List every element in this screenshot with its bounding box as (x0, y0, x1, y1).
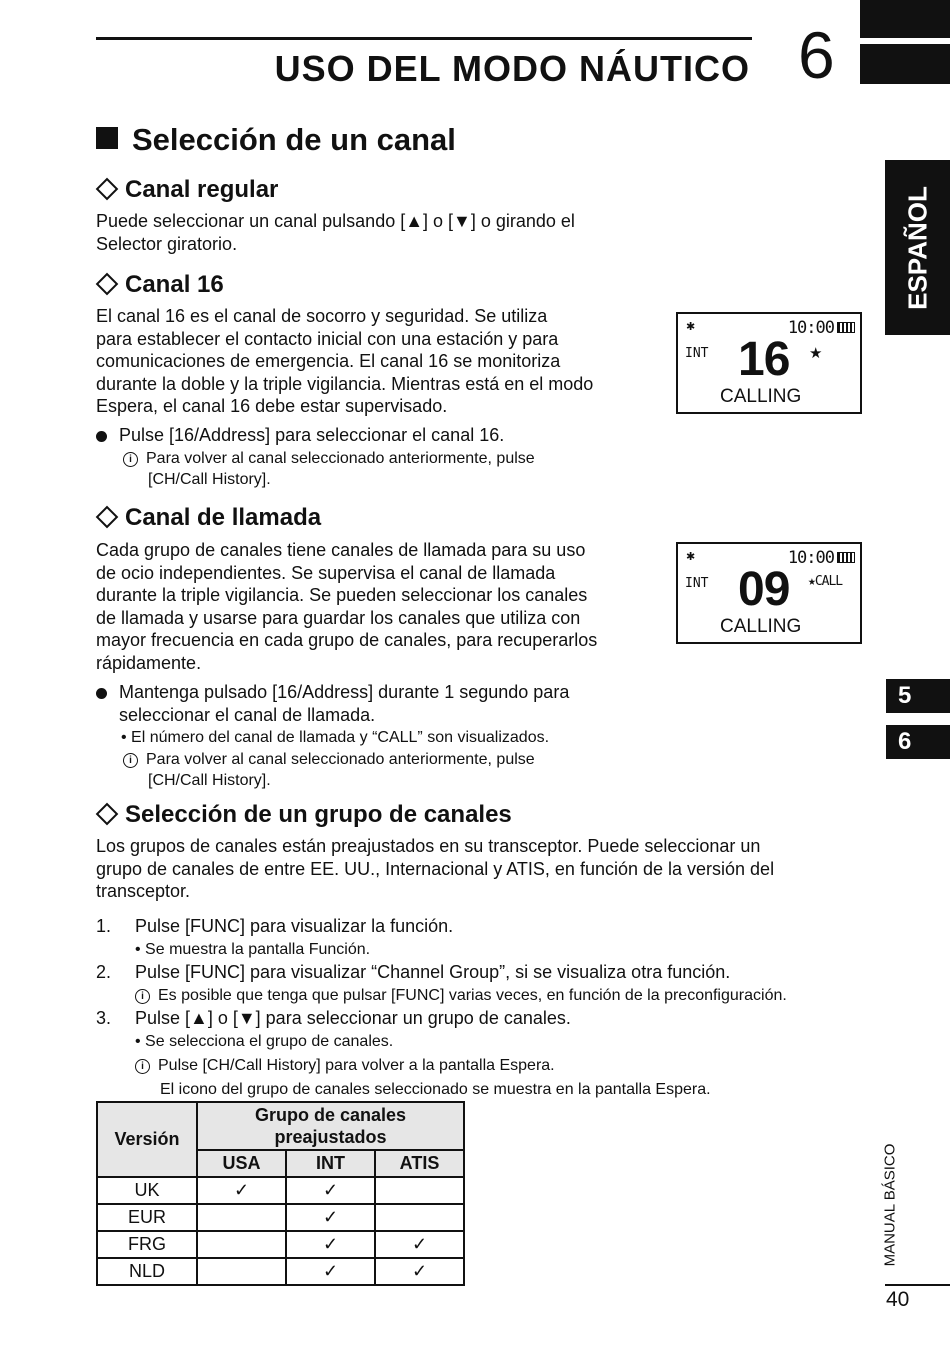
black-square-icon (96, 127, 118, 149)
info-note-icon: i (135, 1059, 150, 1074)
diamond-outline-icon (96, 273, 119, 296)
table-cell (375, 1204, 464, 1231)
table-row (97, 1204, 464, 1231)
step-item (96, 1007, 866, 1101)
canal-16-bullet (96, 424, 504, 447)
body-line: Selector giratorio. (96, 233, 238, 254)
bullet-dot-icon (96, 431, 107, 442)
page-number: 40 (886, 1288, 910, 1311)
manual-label-text: MANUAL BÁSICO (881, 1143, 899, 1267)
body-line: Espera, el canal 16 debe estar supervisado. (96, 396, 448, 416)
table-row (97, 1231, 464, 1258)
lcd-time: 10:00 (787, 318, 834, 338)
table-row (97, 1177, 464, 1204)
lcd-call-flag: ★CALL (808, 574, 843, 589)
lcd-mode: CALLING (720, 616, 802, 637)
body-line: para establecer el contacto inicial con una estación y para (96, 328, 559, 349)
grupo-de-canales-body (96, 835, 866, 903)
body-line: transceptor. (96, 881, 191, 901)
step-note-text: Pulse [CH/Call History] para volver a la pantalla Espera. (158, 1057, 555, 1074)
chapter-tab-6: 6 (886, 725, 950, 759)
table-cell: ✓ (286, 1204, 375, 1231)
note-line: [CH/Call History]. (148, 772, 271, 789)
bluetooth-icon: ✱ (686, 321, 696, 333)
lcd-mode: CALLING (720, 386, 802, 407)
language-tab-label: ESPAÑOL (902, 185, 932, 310)
step-note (135, 1057, 555, 1074)
note-line: Para volver al canal seleccionado anteriormente, pulse (146, 751, 535, 768)
heading-canal-de-llamada (96, 504, 321, 532)
table-row (97, 1258, 464, 1285)
diamond-outline-icon (96, 506, 119, 529)
step-number: 2. (96, 962, 112, 982)
body-line: rápidamente. (96, 652, 202, 673)
body-line: grupo de canales de entre EE. UU., Internacional y ATIS, en función de la versión del (96, 858, 775, 879)
canal-regular-body (96, 210, 575, 255)
body-line: comunicaciones de emergencia. El canal 16 se monitoriza (96, 351, 561, 371)
note-line: Para volver al canal seleccionado anteriormente, pulse (146, 450, 535, 467)
steps-list (96, 915, 866, 1101)
table-cell (197, 1204, 286, 1231)
table-header-group-line: preajustados (274, 1127, 387, 1147)
lcd-display-ch09 (676, 542, 862, 644)
chapter-bar-top (860, 0, 950, 38)
step-text: Pulse [FUNC] para visualizar la función. (135, 916, 454, 936)
bullet-text: Pulse [16/Address] para seleccionar el canal 16. (119, 425, 505, 445)
lcd-channel-group: INT (685, 576, 709, 591)
step-text: Pulse [▲] o [▼] para seleccionar un grupo de canales. (135, 1008, 571, 1028)
table-cell (197, 1231, 286, 1258)
heading-canal-regular-text: Canal regular (125, 176, 279, 203)
canal-de-llamada-note (123, 749, 535, 791)
diamond-outline-icon (96, 178, 119, 201)
table-cell-version: UK (97, 1177, 197, 1204)
manual-label (868, 1135, 912, 1275)
canal-de-llamada-sub: • El número del canal de llamada y “CALL” son visualizados. (121, 729, 550, 746)
heading-canal-16 (96, 271, 224, 299)
table-cell-version: EUR (97, 1204, 197, 1231)
step-text: Pulse [FUNC] para visualizar “Channel Group”, si se visualiza otra función. (135, 962, 731, 982)
heading-canal-16-text: Canal 16 (125, 271, 224, 298)
table-cell: ✓ (286, 1177, 375, 1204)
section-title-text: Selección de un canal (132, 122, 456, 157)
body-line: Los grupos de canales están preajustados en su transceptor. Puede seleccionar un (96, 836, 761, 856)
heading-canal-de-llamada-text: Canal de llamada (125, 504, 322, 531)
section-title (96, 122, 456, 158)
chapter-bar-bottom (860, 44, 950, 84)
canal-16-body (96, 305, 593, 418)
heading-grupo-de-canales-text: Selección de un grupo de canales (125, 801, 512, 828)
table-header-atis: ATIS (375, 1150, 464, 1177)
step-note (135, 987, 787, 1004)
chapter-title: USO DEL MODO NÁUTICO (274, 48, 750, 89)
page-number-rule (885, 1284, 950, 1286)
battery-icon (837, 322, 855, 333)
chapter-number: 6 (798, 18, 835, 92)
lcd-channel-number: 16 (738, 333, 790, 386)
info-note-icon: i (135, 989, 150, 1004)
lcd-time: 10:00 (787, 548, 834, 568)
table-header-version: Versión (97, 1102, 197, 1177)
table-cell: ✓ (286, 1258, 375, 1285)
header-rule (96, 37, 752, 40)
body-line: mayor frecuencia en cada grupo de canales, para recuperarlos (96, 630, 598, 650)
body-line: durante la triple vigilancia. Se pueden seleccionar los canales (96, 585, 588, 605)
table-cell (197, 1258, 286, 1285)
body-line: El canal 16 es el canal de socorro y seguridad. Se utiliza (96, 306, 548, 326)
table-cell (375, 1177, 464, 1204)
diamond-outline-icon (96, 803, 119, 826)
body-line: de llamada y usarse para guardar los canales que utiliza con (96, 607, 581, 628)
lcd-channel-number: 09 (738, 563, 790, 616)
step-sub: • Se muestra la pantalla Función. (135, 941, 371, 958)
bullet-text-line: seleccionar el canal de llamada. (119, 705, 376, 725)
info-note-icon: i (123, 753, 138, 768)
body-line: Cada grupo de canales tiene canales de llamada para su uso (96, 540, 586, 560)
bullet-text-line: Mantenga pulsado [16/Address] durante 1 segundo para (119, 682, 570, 702)
heading-grupo-de-canales (96, 801, 512, 829)
battery-icon (837, 552, 855, 563)
table-header-group (197, 1102, 464, 1150)
table-cell: ✓ (375, 1231, 464, 1258)
table-cell: ✓ (375, 1258, 464, 1285)
lcd-display-ch16 (676, 312, 862, 414)
bullet-dot-icon (96, 688, 107, 699)
canal-16-note (123, 448, 535, 490)
bluetooth-icon: ✱ (686, 551, 696, 563)
table-cell: ✓ (286, 1231, 375, 1258)
table-cell: ✓ (197, 1177, 286, 1204)
table-cell-version: FRG (97, 1231, 197, 1258)
language-tab (885, 160, 950, 335)
step-number: 3. (96, 1008, 112, 1028)
step-item (96, 961, 866, 1007)
table-header-int: INT (286, 1150, 375, 1177)
body-line: Puede seleccionar un canal pulsando [▲] o [▼] o girando el (96, 211, 575, 231)
canal-de-llamada-bullet (96, 681, 569, 727)
note-line: [CH/Call History]. (148, 471, 271, 488)
heading-canal-regular (96, 176, 278, 204)
canal-de-llamada-body (96, 539, 597, 674)
table-header-group-line: Grupo de canales (254, 1105, 407, 1125)
channel-group-table (96, 1101, 465, 1286)
chapter-tab-5: 5 (886, 679, 950, 713)
body-line: durante la doble y la triple vigilancia. Mientras está en el modo (96, 373, 594, 394)
favorite-star-icon: ★ (809, 345, 823, 362)
step-number: 1. (96, 916, 112, 936)
step-item (96, 915, 866, 961)
info-note-icon: i (123, 452, 138, 467)
table-cell-version: NLD (97, 1258, 197, 1285)
step-sub: • Se selecciona el grupo de canales. (135, 1033, 394, 1050)
step-note-text: Es posible que tenga que pulsar [FUNC] varias veces, en función de la preconfiguración. (158, 987, 787, 1004)
step-note-continued: El icono del grupo de canales seleccionado se muestra en la pantalla Espera. (160, 1081, 711, 1098)
table-header-usa: USA (197, 1150, 286, 1177)
body-line: de ocio independientes. Se supervisa el canal de llamada (96, 562, 556, 583)
lcd-channel-group: INT (685, 346, 709, 361)
